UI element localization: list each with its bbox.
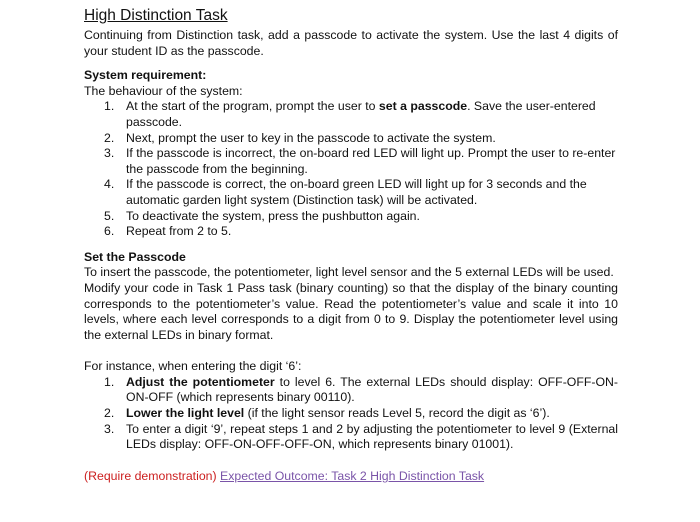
list-number: 1. bbox=[104, 99, 115, 114]
list-text: (if the light sensor reads Level 5, record the digit as ‘6’). bbox=[244, 406, 550, 421]
intro-paragraph: Continuing from Distinction task, add a passcode to activate the system. Use the last 4 digits of your student ID as the passcode. bbox=[84, 28, 618, 58]
list-item bbox=[84, 422, 618, 453]
list-text: . Save the user-entered passcode. bbox=[126, 99, 596, 129]
list-item bbox=[84, 177, 618, 208]
list-item bbox=[84, 131, 618, 147]
list-text: To enter a digit ‘9’, repeat steps 1 and 2 by adjusting the potentiometer to level 9 (External LEDs display: OFF-ON-OFF-OFF-ON, which represents binary 01001). bbox=[126, 421, 618, 452]
list-item bbox=[84, 406, 618, 422]
list-item bbox=[84, 209, 618, 225]
list-text-bold: Lower the light level bbox=[126, 406, 245, 421]
list-text: If the passcode is correct, the on-board green LED will light up for 3 seconds and the automatic garden light system (Distinction task) will be activated. bbox=[126, 177, 587, 207]
list-number: 6. bbox=[104, 224, 115, 239]
list-item bbox=[84, 375, 618, 406]
list-number: 5. bbox=[104, 208, 115, 223]
list-item bbox=[84, 99, 618, 130]
set-passcode-paragraph-1: To insert the passcode, the potentiometer, light level sensor and the 5 external LEDs will be used. bbox=[84, 265, 614, 280]
footer-line bbox=[84, 469, 618, 485]
list-text: If the passcode is incorrect, the on-board red LED will light up. Prompt the user to re-enter the passcode from the beginning. bbox=[126, 146, 616, 176]
list-text: to level 6. The external LEDs should display: OFF-OFF-ON-ON-OFF (which represents binary 00110). bbox=[126, 374, 619, 405]
set-passcode-heading: Set the Passcode bbox=[84, 249, 186, 264]
set-passcode-paragraph-2: Modify your code in Task 1 Pass task (binary counting) so that the display of the binary counting corresponds to the potentiometer’s value. Read the potentiometer’s value and scale it into 10 levels, where each level corresponds to a digit from 0 to 9. Display the potentiometer level using the external LEDs in binary format. bbox=[84, 280, 618, 342]
example-list bbox=[84, 375, 618, 453]
list-item bbox=[84, 224, 618, 240]
list-number: 2. bbox=[104, 130, 115, 145]
expected-outcome-link[interactable]: Expected Outcome: Task 2 High Distinction Task bbox=[220, 468, 485, 483]
system-requirement-list bbox=[84, 99, 618, 239]
list-number: 3. bbox=[104, 146, 115, 161]
list-number: 3. bbox=[104, 421, 115, 436]
page-title: High Distinction Task bbox=[84, 7, 228, 24]
list-number: 1. bbox=[104, 374, 115, 389]
require-demonstration-label: (Require demonstration) bbox=[84, 468, 217, 483]
list-text: To deactivate the system, press the pushbutton again. bbox=[126, 208, 420, 223]
list-text: At the start of the program, prompt the user to bbox=[126, 99, 379, 114]
list-number: 4. bbox=[104, 177, 115, 192]
example-lead: For instance, when entering the digit ‘6’: bbox=[84, 359, 302, 374]
list-item bbox=[84, 146, 618, 177]
document-page bbox=[84, 6, 618, 484]
list-text-bold: Adjust the potentiometer bbox=[126, 374, 275, 389]
system-requirement-heading: System requirement: bbox=[84, 68, 207, 83]
list-text-bold: set a passcode bbox=[378, 99, 468, 114]
list-text: Next, prompt the user to key in the passcode to activate the system. bbox=[126, 130, 496, 145]
system-behaviour-lead: The behaviour of the system: bbox=[84, 83, 243, 98]
list-number: 2. bbox=[104, 406, 115, 421]
list-text: Repeat from 2 to 5. bbox=[126, 224, 232, 239]
